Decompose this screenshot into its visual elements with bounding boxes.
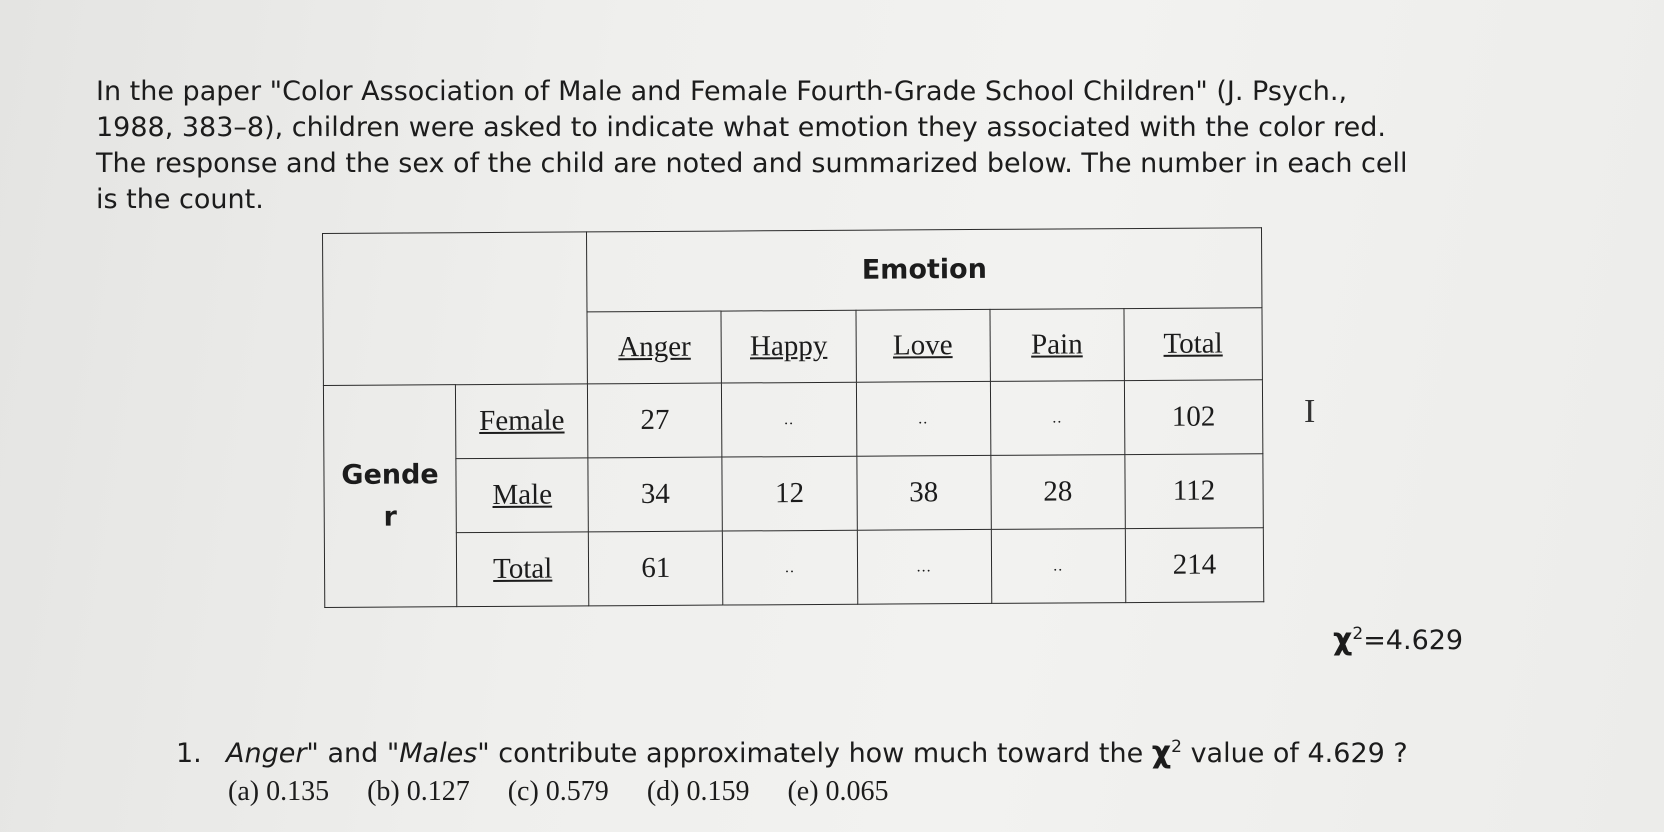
question-1 — [176, 728, 1626, 811]
gender-header — [323, 385, 456, 608]
cell-female-love: .. — [856, 381, 991, 456]
row-label-male: Male — [456, 458, 589, 533]
column-header-pain: Pain — [990, 309, 1125, 382]
answer-options — [228, 773, 1626, 811]
option-d: (d) 0.159 — [646, 776, 750, 807]
option-a: (a) 0.135 — [228, 776, 330, 807]
option-e: (e) 0.065 — [787, 776, 889, 807]
chi-value-text: =4.629 — [1363, 625, 1464, 656]
question-text-males: "Males" — [386, 738, 490, 769]
question-text-anger: Anger" — [226, 738, 319, 769]
question-stem — [176, 728, 1626, 773]
cell-female-anger: 27 — [588, 383, 723, 458]
question-chi-superscript: 2 — [1171, 737, 1182, 757]
column-header-happy: Happy — [721, 310, 856, 383]
question-text-end: value of 4.629 ? — [1181, 738, 1408, 769]
cell-total-happy: .. — [723, 530, 858, 605]
chi-symbol: χ — [1333, 622, 1353, 657]
cell-total-love: ... — [857, 529, 992, 604]
gender-header-line2: r — [383, 501, 398, 533]
table-row-male — [324, 454, 1263, 534]
text-cursor-icon: I — [1304, 393, 1316, 430]
column-header-total: Total — [1124, 308, 1263, 381]
cell-male-happy: 12 — [722, 456, 857, 531]
cell-female-total: 102 — [1124, 380, 1263, 455]
cell-female-happy: .. — [722, 382, 857, 457]
contingency-table — [322, 227, 1264, 608]
cell-male-anger: 34 — [588, 457, 723, 532]
column-header-anger: Anger — [587, 311, 722, 384]
gender-header-line1: Gende — [341, 458, 439, 491]
cell-male-love: 38 — [856, 455, 991, 530]
cell-total-pain: .. — [991, 529, 1126, 604]
chi-square-value — [1333, 622, 1463, 657]
option-b: (b) 0.127 — [367, 776, 470, 807]
column-header-love: Love — [855, 309, 990, 382]
chi-superscript: 2 — [1352, 624, 1364, 644]
question-number: 1. — [176, 738, 202, 769]
table-corner-cell — [323, 232, 588, 386]
question-text-and: and — [318, 738, 387, 769]
cell-total-anger: 61 — [589, 531, 724, 606]
option-c: (c) 0.579 — [507, 776, 609, 807]
cell-male-pain: 28 — [991, 455, 1126, 530]
emotion-header: Emotion — [587, 228, 1262, 312]
cell-total-total: 214 — [1125, 528, 1264, 603]
cell-male-total: 112 — [1125, 454, 1264, 529]
row-label-female: Female — [456, 384, 589, 459]
table-row-female — [323, 380, 1262, 460]
table-row-total — [324, 528, 1263, 608]
cell-female-pain: .. — [990, 381, 1125, 456]
problem-intro-text: In the paper "Color Association of Male and Female Fourth-Grade School Children" (J. Psych., 1988, 383–8), children were asked to indicate what emotion they associated with the color red. The response and the sex of the child are noted and summarized below. The number in each cell is the count. — [96, 76, 1408, 215]
question-text-middle: contribute approximately how much toward the — [489, 738, 1152, 769]
row-label-total: Total — [456, 532, 589, 607]
question-chi-symbol: χ — [1151, 735, 1172, 770]
